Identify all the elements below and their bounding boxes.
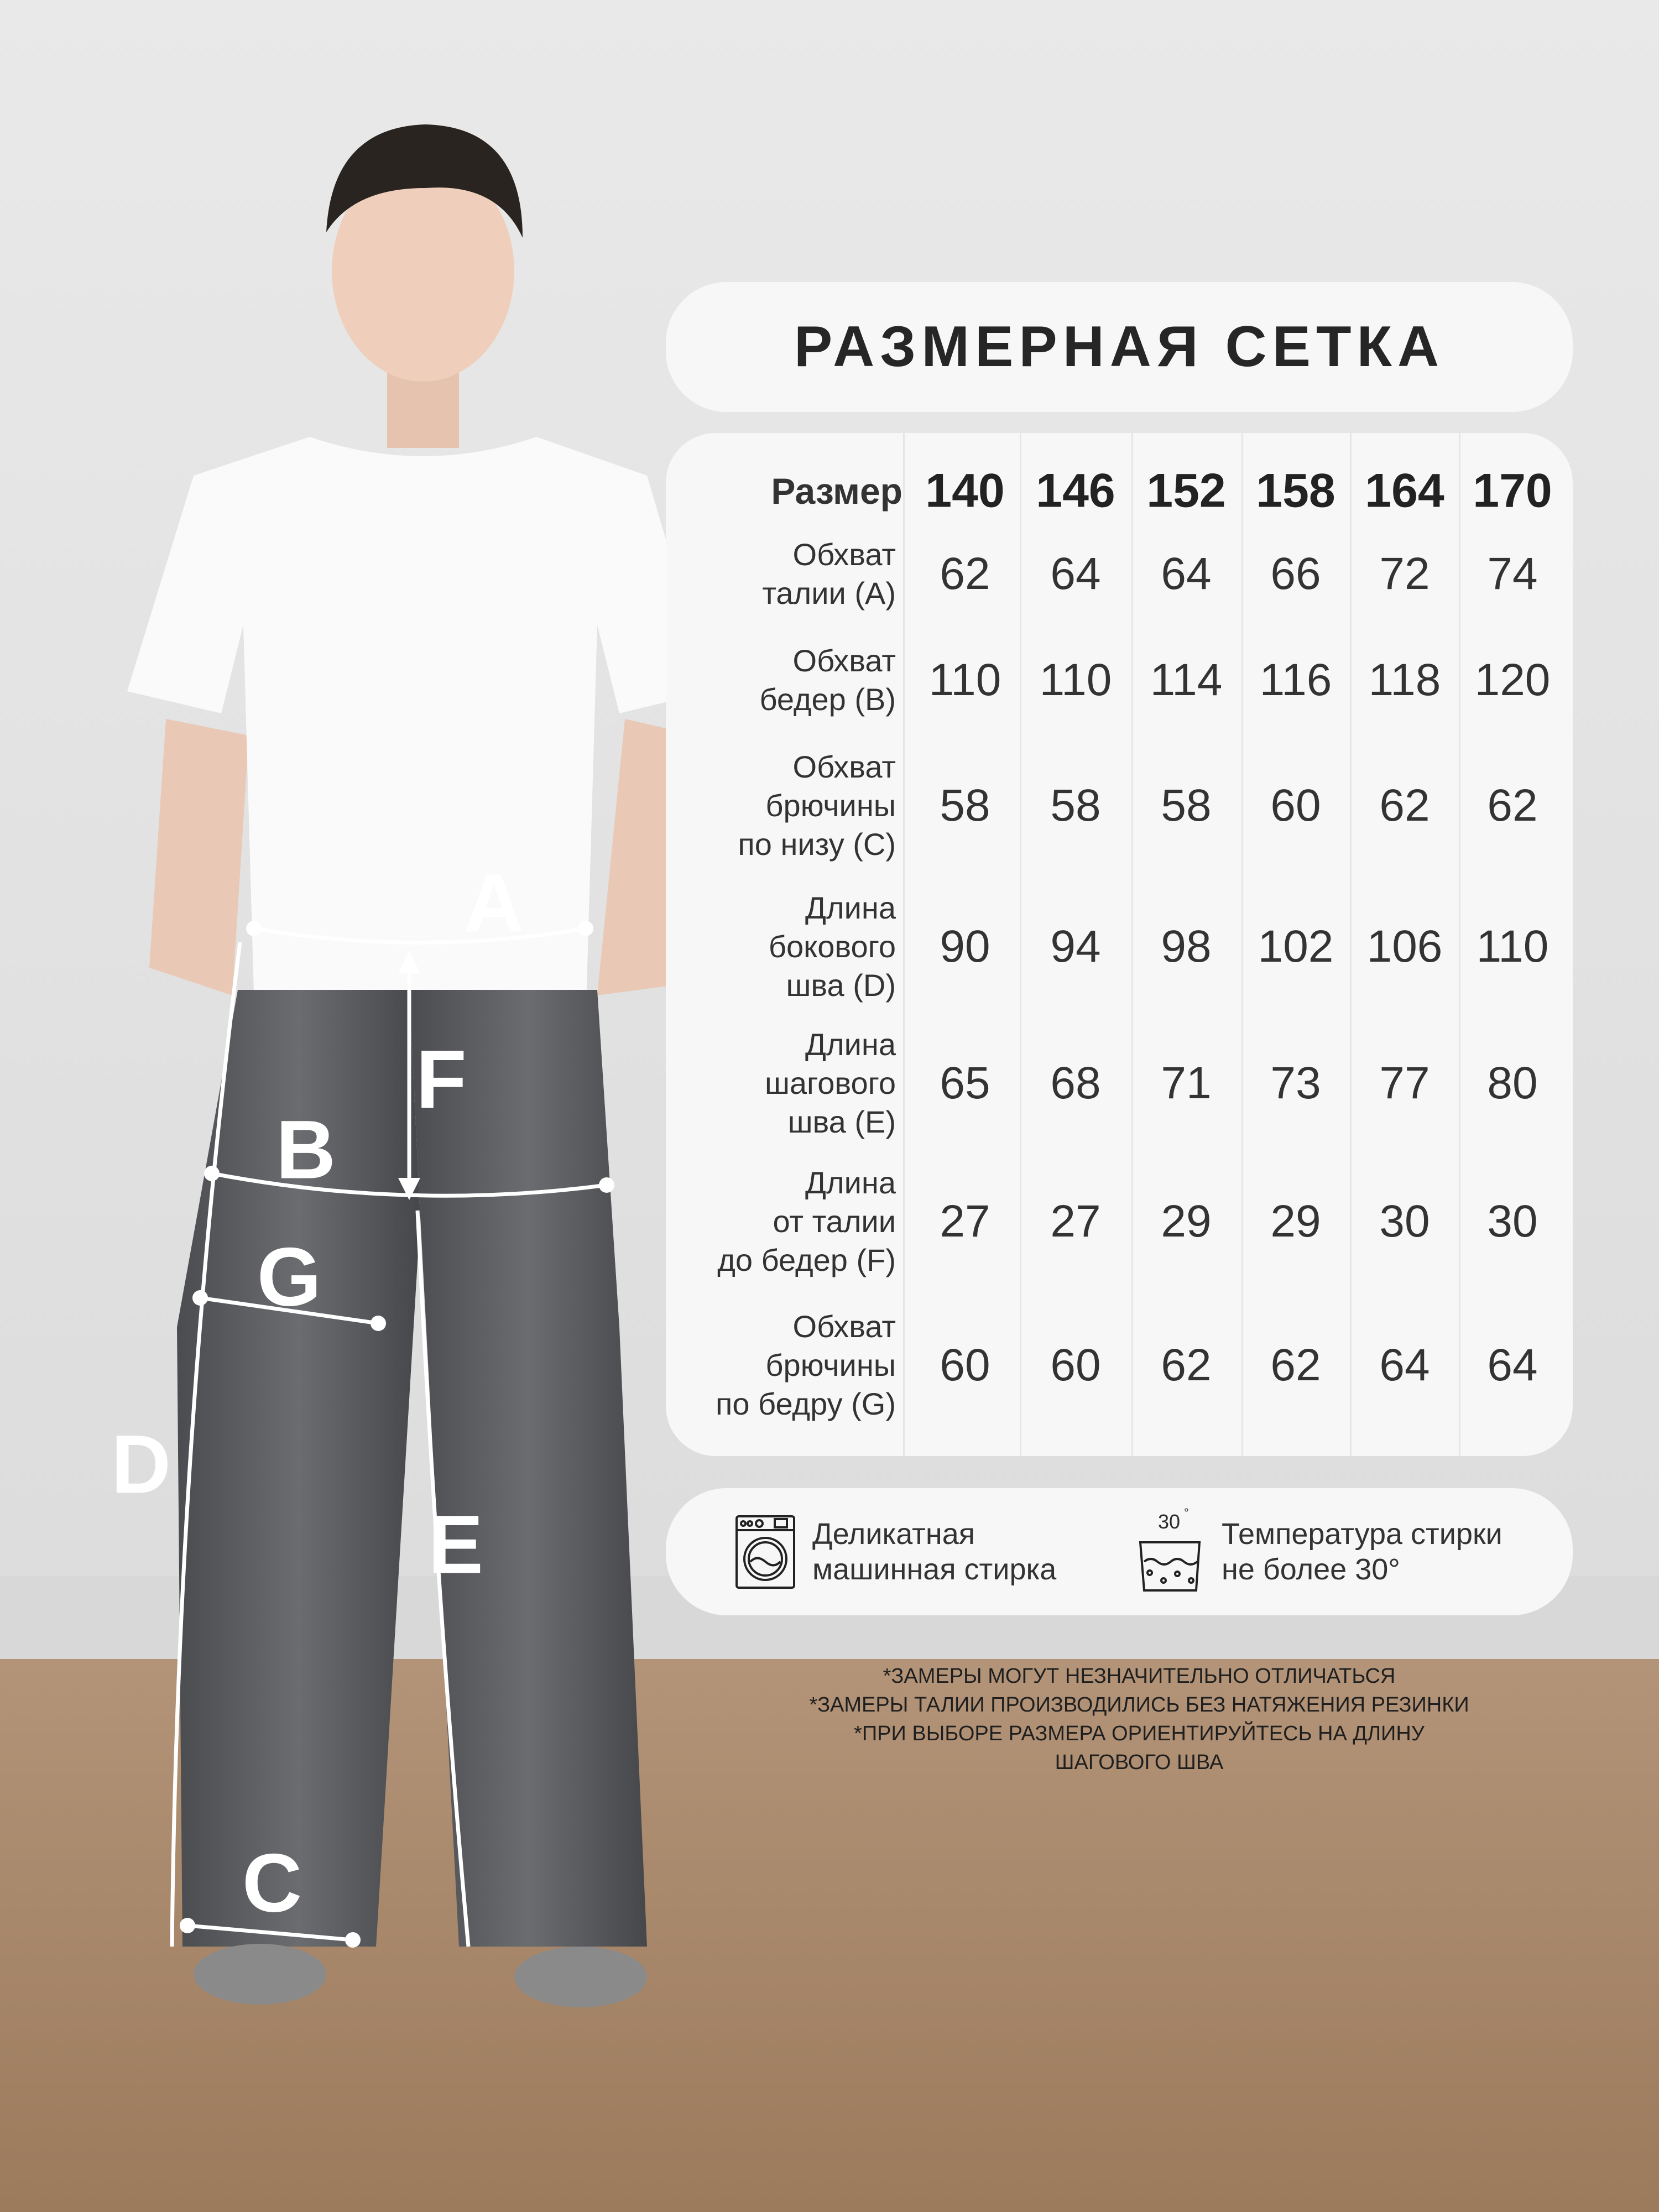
table-cell: 68	[1050, 1058, 1101, 1108]
table-cell: 94	[1050, 921, 1101, 972]
table-cell: 114	[1150, 655, 1223, 705]
table-cell: 64	[1050, 549, 1101, 599]
row-label-line: Обхват	[792, 643, 896, 678]
table-cell: 58	[940, 780, 990, 831]
table-cell: 27	[1050, 1196, 1101, 1246]
footnotes	[697, 1662, 1582, 1777]
measure-letter-g: G	[257, 1230, 322, 1323]
column-divider	[1241, 433, 1243, 1456]
table-cell: 116	[1259, 655, 1332, 705]
row-label	[765, 1025, 896, 1141]
row-label	[759, 641, 896, 719]
table-cell: 62	[1487, 780, 1538, 831]
care-text-wash-temperature	[1222, 1516, 1503, 1587]
table-cell: 74	[1487, 549, 1538, 599]
row-label-line: бедер (B)	[759, 682, 896, 717]
column-divider	[1459, 433, 1460, 1456]
table-cell: 62	[940, 549, 990, 599]
table-cell: 110	[928, 655, 1001, 705]
washing-machine-icon	[735, 1515, 796, 1589]
row-label-line: Длина	[805, 1165, 896, 1200]
measure-letter-c: C	[242, 1836, 302, 1929]
measure-letter-e: E	[427, 1498, 484, 1591]
column-divider	[1350, 433, 1352, 1456]
table-cell: 62	[1161, 1340, 1212, 1390]
table-cell: 30	[1379, 1196, 1430, 1246]
care-instructions	[666, 1488, 1573, 1615]
care-line: Деликатная	[812, 1517, 975, 1551]
row-label	[762, 535, 896, 613]
wash-30-icon-label: 30	[1158, 1510, 1181, 1533]
table-cell: 118	[1368, 655, 1441, 705]
column-divider	[1131, 433, 1133, 1456]
care-item-wash-temperature	[1139, 1506, 1503, 1593]
table-cell: 72	[1379, 549, 1430, 599]
row-label-line: шва (D)	[786, 968, 896, 1003]
footnote: ШАГОВОГО ШВА	[1055, 1751, 1224, 1774]
table-cell: 65	[940, 1058, 990, 1108]
wash-30-icon	[1139, 1506, 1205, 1593]
right-shoe	[514, 1947, 647, 2007]
table-cell: 64	[1161, 549, 1212, 599]
row-label-line: бокового	[768, 929, 896, 964]
size-header-152: 152	[1146, 464, 1226, 518]
size-header-146: 146	[1036, 464, 1115, 518]
table-cell: 29	[1270, 1196, 1321, 1246]
title-banner	[666, 282, 1573, 412]
row-label-line: Обхват	[792, 1309, 896, 1344]
table-cell: 60	[940, 1340, 990, 1390]
table-cell: 110	[1476, 921, 1549, 972]
size-table	[666, 433, 1573, 1456]
size-header-170: 170	[1473, 464, 1552, 518]
table-cell: 110	[1039, 655, 1112, 705]
table-cell: 62	[1270, 1340, 1321, 1390]
row-label-line: талии (A)	[762, 576, 896, 611]
table-cell: 60	[1270, 780, 1321, 831]
footnote: *ЗАМЕРЫ МОГУТ НЕЗНАЧИТЕЛЬНО ОТЛИЧАТЬСЯ	[883, 1665, 1396, 1688]
measure-letter-f: F	[416, 1032, 467, 1126]
table-cell: 102	[1258, 921, 1334, 972]
care-line: Температура стирки	[1222, 1517, 1503, 1551]
row-label-line: брючины	[765, 788, 896, 823]
row-label-line: Обхват	[792, 537, 896, 572]
table-cell: 58	[1050, 780, 1101, 831]
row-label-line: Обхват	[792, 749, 896, 784]
table-cell: 29	[1161, 1196, 1212, 1246]
footnote: *ЗАМЕРЫ ТАЛИИ ПРОИЗВОДИЛИСЬ БЕЗ НАТЯЖЕНИЯ РЕЗИНКИ	[809, 1693, 1469, 1717]
degree-mark-icon: °	[1184, 1506, 1189, 1520]
measure-letter-a: A	[463, 856, 524, 950]
table-cell: 106	[1366, 921, 1443, 972]
table-cell: 64	[1379, 1340, 1430, 1390]
left-arm	[149, 719, 249, 995]
row-label-line: по бедру (G)	[716, 1386, 896, 1421]
row-label-line: от талии	[773, 1204, 896, 1239]
table-cell: 62	[1379, 780, 1430, 831]
table-cell: 73	[1270, 1058, 1321, 1108]
header-size-label: Размер	[771, 471, 902, 512]
table-cell: 58	[1161, 780, 1212, 831]
table-cell: 71	[1161, 1058, 1212, 1108]
table-cell: 64	[1487, 1340, 1538, 1390]
care-line: машинная стирка	[812, 1553, 1057, 1586]
size-header-164: 164	[1365, 464, 1444, 518]
table-cell: 90	[940, 921, 990, 972]
row-label-line: брючины	[765, 1348, 896, 1383]
table-cell: 98	[1161, 921, 1212, 972]
footnote: *ПРИ ВЫБОРЕ РАЗМЕРА ОРИЕНТИРУЙТЕСЬ НА ДЛИНУ	[854, 1722, 1425, 1745]
row-label-line: шва (E)	[787, 1104, 896, 1139]
table-cell: 27	[940, 1196, 990, 1246]
care-item-machine-wash	[735, 1515, 1056, 1589]
table-cell: 120	[1474, 655, 1551, 705]
care-text-machine-wash	[812, 1516, 1056, 1587]
size-header-140: 140	[925, 464, 1005, 518]
column-divider	[1020, 433, 1021, 1456]
table-cell: 77	[1379, 1058, 1430, 1108]
table-cell: 80	[1487, 1058, 1538, 1108]
care-line: не более 30°	[1222, 1553, 1400, 1586]
size-header-158: 158	[1256, 464, 1335, 518]
row-label	[716, 1307, 896, 1423]
table-cell: 60	[1050, 1340, 1101, 1390]
row-label	[717, 1164, 896, 1280]
row-label-line: Длина	[805, 890, 896, 925]
row-label	[738, 748, 896, 864]
page-title: РАЗМЕРНАЯ СЕТКА	[794, 315, 1445, 379]
row-label-line: до бедер (F)	[717, 1243, 896, 1277]
left-shoe	[194, 1944, 326, 2005]
row-label-line: Длина	[805, 1027, 896, 1062]
measure-letter-d: D	[111, 1417, 171, 1511]
column-divider	[903, 433, 905, 1456]
row-label	[769, 889, 896, 1005]
row-label-line: шагового	[764, 1066, 896, 1100]
measure-letter-b: B	[275, 1103, 336, 1196]
table-cell: 66	[1270, 549, 1321, 599]
table-cell: 30	[1487, 1196, 1538, 1246]
row-label-line: по низу (C)	[738, 827, 896, 862]
